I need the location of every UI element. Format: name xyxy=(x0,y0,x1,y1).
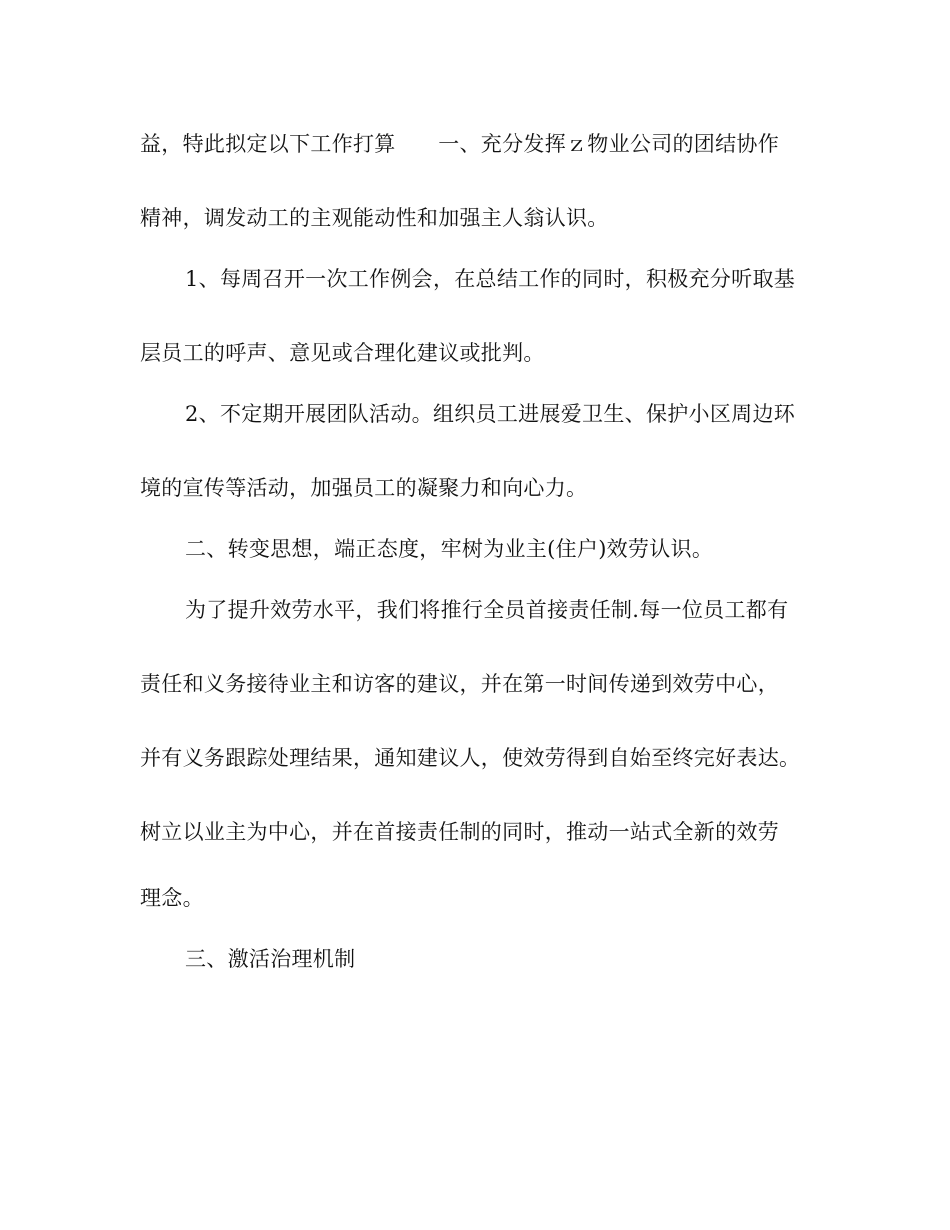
text-line: 益，特此拟定以下工作打算 一、充分发挥ｚ物业公司的团结协作 xyxy=(140,132,779,156)
text-line: 理念。 xyxy=(140,886,204,910)
section-heading: 二、转变思想，端正态度，牢树为业主(住户)效劳认识。 xyxy=(185,537,714,561)
text-line: 2、不定期开展团队活动。组织员工进展爱卫生、保护小区周边环 xyxy=(185,402,796,426)
text-line: 并有义务跟踪处理结果，通知建议人，使效劳得到自始至终完好表达。 xyxy=(140,746,801,770)
text-line: 责任和义务接待业主和访客的建议，并在第一时间传递到效劳中心， xyxy=(140,672,779,696)
text-line: 层员工的呼声、意见或合理化建议或批判。 xyxy=(140,341,545,365)
text-line: 精神，调发动工的主观能动性和加强主人翁认识。 xyxy=(140,206,609,230)
text-line: 树立以业主为中心，并在首接责任制的同时，推动一站式全新的效劳 xyxy=(140,820,779,844)
text-line: 境的宣传等活动，加强员工的凝聚力和向心力。 xyxy=(140,476,588,500)
text-line: 为了提升效劳水平，我们将推行全员首接责任制.每一位员工都有 xyxy=(185,598,789,622)
text-line: 1、每周召开一次工作例会，在总结工作的同时，积极充分听取基 xyxy=(185,267,796,291)
section-heading: 三、激活治理机制 xyxy=(185,947,356,971)
